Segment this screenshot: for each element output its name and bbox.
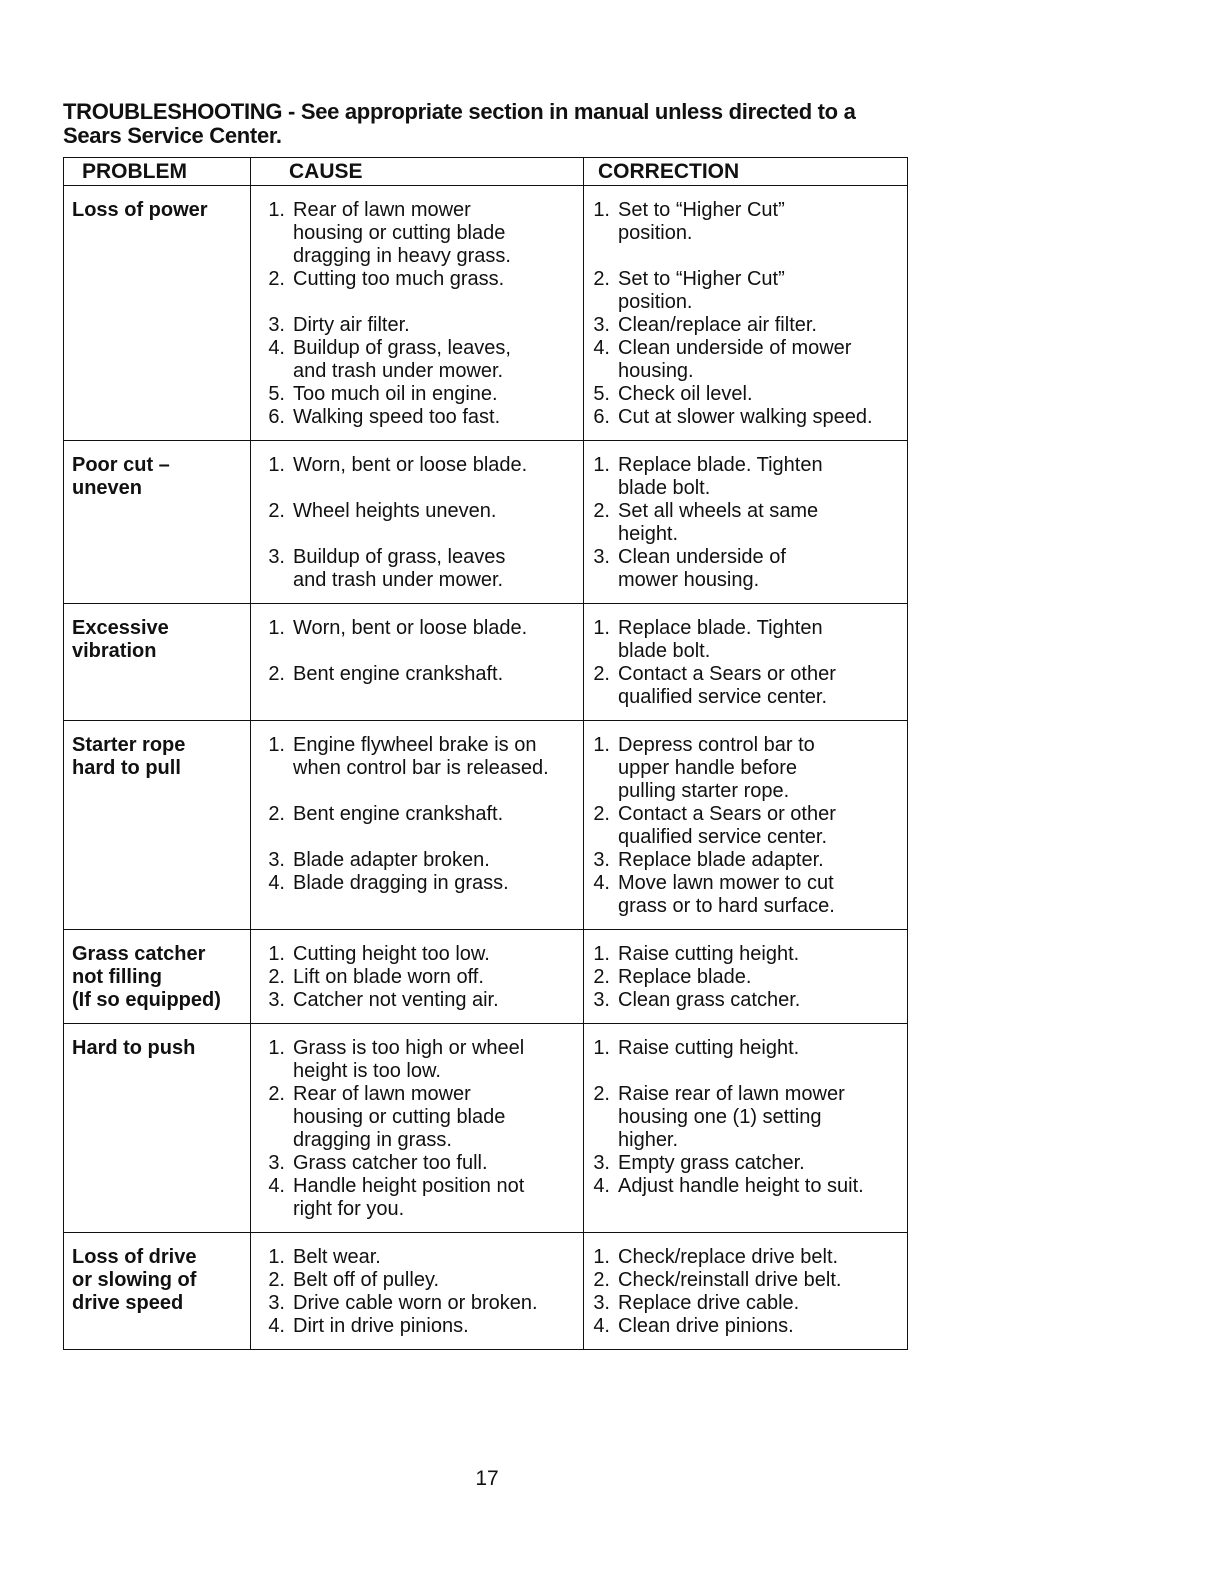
table-row (64, 604, 908, 721)
correction-item-number: 3. (593, 1292, 610, 1314)
cause-item-number: 1. (268, 734, 285, 756)
cause-item-text: Worn, bent or loose blade. (293, 617, 528, 639)
correction-item-text: Clean grass catcher. (618, 989, 801, 1011)
correction-cell (584, 1233, 908, 1350)
cause-item (259, 1292, 581, 1315)
correction-cell (584, 930, 908, 1024)
problem-cell: Starter rope hard to pull (64, 721, 251, 930)
cause-item (259, 663, 581, 709)
correction-item-text: Replace blade. Tighten blade bolt. (618, 454, 823, 499)
correction-item-number: 3. (593, 314, 610, 336)
cause-item (259, 803, 581, 849)
table-header-row (64, 158, 908, 186)
correction-item-text: Adjust handle height to suit. (618, 1175, 864, 1197)
cause-item (259, 1315, 581, 1338)
table-body (64, 186, 908, 1350)
correction-item-text: Check/reinstall drive belt. (618, 1269, 842, 1291)
correction-item-number: 2. (593, 803, 610, 825)
correction-item (584, 383, 905, 406)
cause-item-text: Cutting too much grass. (293, 268, 505, 290)
correction-item-number: 1. (593, 943, 610, 965)
cause-item-number: 1. (268, 199, 285, 221)
cause-item-number: 2. (268, 663, 285, 685)
correction-item (584, 454, 905, 500)
correction-item (584, 1315, 905, 1338)
cause-item-number: 1. (268, 943, 285, 965)
correction-item-text: Raise cutting height. (618, 1037, 800, 1059)
cause-item (259, 1246, 581, 1269)
cause-item (259, 546, 581, 592)
correction-item-text: Depress control bar to upper handle before pulling starter rope. (618, 734, 815, 802)
cause-item-text: Grass is too high or wheel height is too low. (293, 1037, 525, 1082)
cause-item-text: Too much oil in engine. (293, 383, 498, 405)
cause-item (259, 454, 581, 500)
cause-item (259, 1175, 581, 1221)
cause-item-number: 1. (268, 454, 285, 476)
correction-item-text: Move lawn mower to cut grass or to hard surface. (618, 872, 835, 917)
correction-item-number: 2. (593, 1269, 610, 1291)
cause-item (259, 383, 581, 406)
correction-item-text: Contact a Sears or other qualified service center. (618, 663, 836, 708)
cause-item-number: 4. (268, 337, 285, 359)
table-row (64, 1024, 908, 1233)
correction-item-number: 2. (593, 268, 610, 290)
cause-item-number: 2. (268, 500, 285, 522)
cause-item-text: Blade dragging in grass. (293, 872, 509, 894)
correction-item-number: 2. (593, 663, 610, 685)
correction-cell (584, 441, 908, 604)
cause-item-number: 4. (268, 1175, 285, 1197)
correction-item (584, 199, 905, 268)
correction-item-text: Raise cutting height. (618, 943, 800, 965)
correction-item-text: Clean underside of mower housing. (618, 546, 786, 591)
problem-cell: Excessive vibration (64, 604, 251, 721)
correction-item-number: 2. (593, 966, 610, 988)
correction-item-number: 3. (593, 849, 610, 871)
cause-item-text: Rear of lawn mower housing or cutting blade dragging in heavy grass. (293, 199, 511, 267)
cause-item-number: 3. (268, 1152, 285, 1174)
cause-item (259, 734, 581, 803)
cause-item-number: 2. (268, 1269, 285, 1291)
cause-item-text: Bent engine crankshaft. (293, 803, 504, 825)
correction-item-number: 3. (593, 1152, 610, 1174)
correction-cell (584, 1024, 908, 1233)
correction-item (584, 1152, 905, 1175)
table-row (64, 441, 908, 604)
cause-item (259, 500, 581, 546)
correction-item-number: 4. (593, 1175, 610, 1197)
correction-item-text: Replace blade. (618, 966, 752, 988)
correction-item (584, 500, 905, 546)
correction-item-text: Replace blade adapter. (618, 849, 824, 871)
correction-item-text: Clean underside of mower housing. (618, 337, 852, 382)
cause-cell (251, 441, 584, 604)
page-heading: TROUBLESHOOTING - See appropriate section in manual unless directed to a Sears Service Center. (63, 99, 856, 148)
cause-item-number: 1. (268, 617, 285, 639)
correction-item-number: 1. (593, 1246, 610, 1268)
correction-item (584, 1083, 905, 1152)
cause-item (259, 337, 581, 383)
cause-item-text: Worn, bent or loose blade. (293, 454, 528, 476)
cause-item (259, 617, 581, 663)
cause-item-text: Wheel heights uneven. (293, 500, 497, 522)
cause-item (259, 268, 581, 314)
cause-item-text: Belt off of pulley. (293, 1269, 440, 1291)
correction-item-text: Cut at slower walking speed. (618, 406, 873, 428)
correction-item (584, 406, 905, 429)
cause-item-text: Buildup of grass, leaves, and trash under mower. (293, 337, 511, 382)
cause-item-text: Grass catcher too full. (293, 1152, 488, 1174)
cause-item (259, 314, 581, 337)
correction-item-number: 1. (593, 454, 610, 476)
column-header-cause: CAUSE (251, 158, 584, 186)
correction-item-text: Replace blade. Tighten blade bolt. (618, 617, 823, 662)
page-number: 17 (475, 1467, 499, 1490)
correction-item-number: 6. (593, 406, 610, 428)
problem-cell: Loss of power (64, 186, 251, 441)
cause-item (259, 943, 581, 966)
problem-cell: Hard to push (64, 1024, 251, 1233)
table-row (64, 1233, 908, 1350)
correction-item-text: Check oil level. (618, 383, 753, 405)
correction-item-text: Set all wheels at same height. (618, 500, 819, 545)
cause-item-number: 2. (268, 966, 285, 988)
correction-item (584, 734, 905, 803)
correction-item-number: 2. (593, 1083, 610, 1105)
cause-item-number: 3. (268, 1292, 285, 1314)
correction-item (584, 337, 905, 383)
cause-cell (251, 930, 584, 1024)
cause-item-text: Catcher not venting air. (293, 989, 499, 1011)
correction-item-number: 1. (593, 199, 610, 221)
cause-item-text: Dirty air filter. (293, 314, 410, 336)
correction-item (584, 872, 905, 918)
correction-cell (584, 604, 908, 721)
cause-item-number: 5. (268, 383, 285, 405)
correction-item-number: 3. (593, 989, 610, 1011)
cause-item (259, 989, 581, 1012)
correction-item-number: 3. (593, 546, 610, 568)
cause-cell (251, 1024, 584, 1233)
correction-item (584, 268, 905, 314)
cause-item (259, 966, 581, 989)
correction-item (584, 1246, 905, 1269)
cause-item-number: 4. (268, 872, 285, 894)
correction-item-text: Empty grass catcher. (618, 1152, 805, 1174)
cause-item-number: 1. (268, 1037, 285, 1059)
cause-item-number: 3. (268, 546, 285, 568)
cause-item-text: Buildup of grass, leaves and trash under mower. (293, 546, 506, 591)
column-header-problem: PROBLEM (64, 158, 251, 186)
correction-item-number: 4. (593, 1315, 610, 1337)
correction-item (584, 1175, 905, 1221)
cause-item (259, 872, 581, 918)
cause-item-text: Drive cable worn or broken. (293, 1292, 538, 1314)
cause-item-text: Walking speed too fast. (293, 406, 501, 428)
cause-item-number: 2. (268, 268, 285, 290)
cause-item-number: 2. (268, 1083, 285, 1105)
table-row (64, 186, 908, 441)
problem-cell: Loss of drive or slowing of drive speed (64, 1233, 251, 1350)
cause-item (259, 199, 581, 268)
correction-item (584, 803, 905, 849)
correction-item-text: Check/replace drive belt. (618, 1246, 839, 1268)
cause-item (259, 406, 581, 429)
cause-item (259, 1269, 581, 1292)
correction-item (584, 1269, 905, 1292)
cause-item-number: 3. (268, 314, 285, 336)
correction-item-text: Raise rear of lawn mower housing one (1) setting higher. (618, 1083, 845, 1151)
cause-item (259, 1037, 581, 1083)
correction-item (584, 663, 905, 709)
correction-item-text: Replace drive cable. (618, 1292, 800, 1314)
correction-item (584, 989, 905, 1012)
cause-item-number: 6. (268, 406, 285, 428)
correction-item (584, 314, 905, 337)
correction-item-number: 4. (593, 872, 610, 894)
correction-item (584, 1037, 905, 1083)
correction-item-text: Clean drive pinions. (618, 1315, 794, 1337)
cause-item-text: Belt wear. (293, 1246, 381, 1268)
correction-cell (584, 721, 908, 930)
cause-cell (251, 604, 584, 721)
cause-item (259, 1152, 581, 1175)
cause-cell (251, 186, 584, 441)
cause-item (259, 1083, 581, 1152)
correction-item-number: 5. (593, 383, 610, 405)
correction-item-number: 4. (593, 337, 610, 359)
table-row (64, 930, 908, 1024)
problem-cell: Poor cut – uneven (64, 441, 251, 604)
correction-item (584, 617, 905, 663)
cause-item-text: Cutting height too low. (293, 943, 490, 965)
column-header-correction: CORRECTION (584, 158, 908, 186)
correction-item (584, 966, 905, 989)
cause-item-text: Bent engine crankshaft. (293, 663, 504, 685)
correction-item-number: 2. (593, 500, 610, 522)
correction-item-number: 1. (593, 617, 610, 639)
correction-item (584, 943, 905, 966)
correction-item-text: Contact a Sears or other qualified service center. (618, 803, 836, 848)
problem-cell: Grass catcher not filling (If so equipped) (64, 930, 251, 1024)
cause-item-number: 1. (268, 1246, 285, 1268)
cause-item-text: Handle height position not right for you. (293, 1175, 525, 1220)
correction-item-text: Set to “Higher Cut” position. (618, 199, 785, 244)
cause-item-text: Lift on blade worn off. (293, 966, 484, 988)
correction-item-text: Set to “Higher Cut” position. (618, 268, 785, 313)
cause-item-number: 3. (268, 989, 285, 1011)
correction-item (584, 546, 905, 592)
cause-item (259, 849, 581, 872)
cause-item-text: Dirt in drive pinions. (293, 1315, 469, 1337)
cause-item-number: 2. (268, 803, 285, 825)
cause-item-text: Engine flywheel brake is on when control bar is released. (293, 734, 549, 779)
correction-item (584, 1292, 905, 1315)
correction-item-number: 1. (593, 734, 610, 756)
cause-cell (251, 1233, 584, 1350)
cause-item-text: Blade adapter broken. (293, 849, 490, 871)
cause-cell (251, 721, 584, 930)
troubleshooting-table (63, 157, 908, 1350)
cause-item-text: Rear of lawn mower housing or cutting blade dragging in grass. (293, 1083, 506, 1151)
correction-item (584, 849, 905, 872)
table-row (64, 721, 908, 930)
cause-item-number: 3. (268, 849, 285, 871)
correction-cell (584, 186, 908, 441)
correction-item-text: Clean/replace air filter. (618, 314, 817, 336)
cause-item-number: 4. (268, 1315, 285, 1337)
correction-item-number: 1. (593, 1037, 610, 1059)
